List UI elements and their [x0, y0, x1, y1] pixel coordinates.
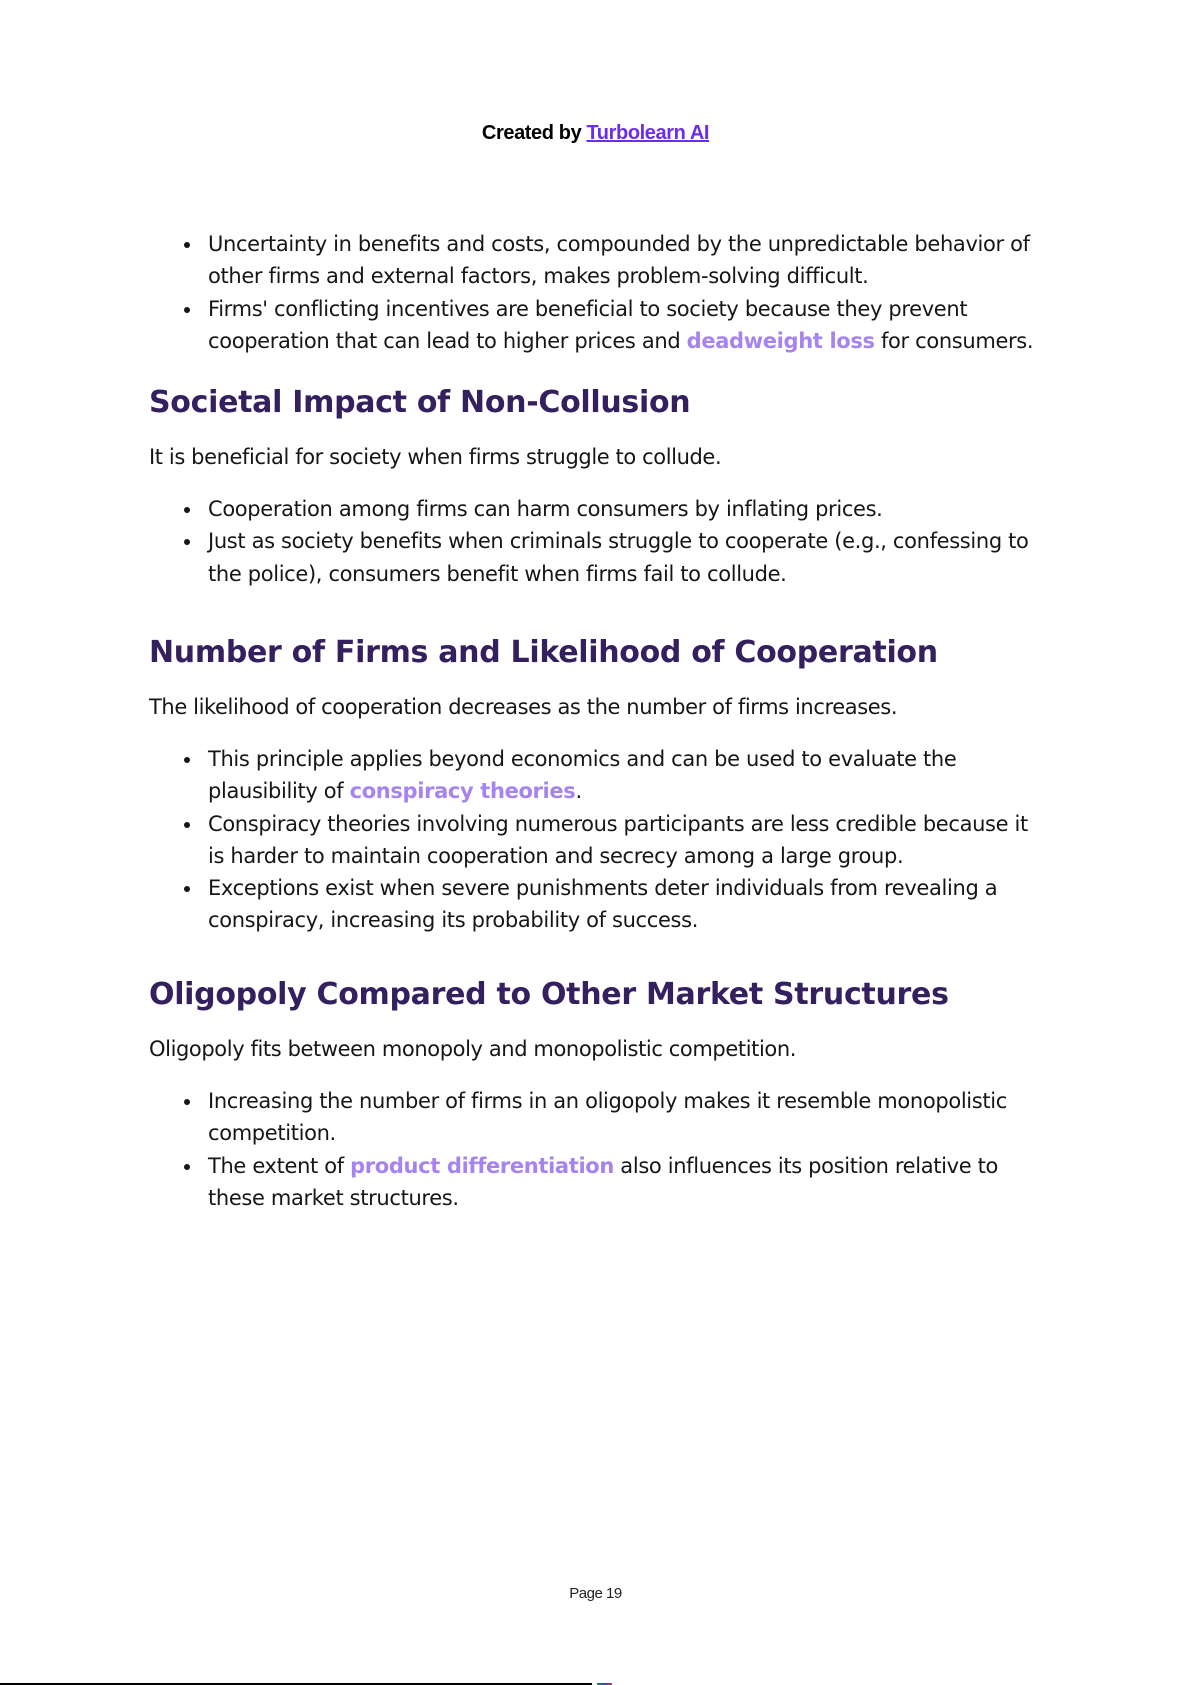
list-item: Uncertainty in benefits and costs, compounded by the unpredictable behavior of other firms and external factors, makes problem-solving difficult.: [149, 228, 1049, 293]
list-item: The extent of product differentiation also influences its position relative to these market structures.: [149, 1150, 1049, 1215]
section-lead: The likelihood of cooperation decreases as the number of firms increases.: [149, 695, 898, 719]
term-product-differentiation[interactable]: product differentiation: [350, 1153, 614, 1178]
list-item: This principle applies beyond economics and can be used to evaluate the plausibility of conspiracy theories.: [149, 743, 1049, 808]
section-bullet-list: [149, 743, 1049, 937]
section-bullet-list: [149, 1085, 1049, 1214]
list-item: Cooperation among firms can harm consumers by inflating prices.: [149, 493, 1049, 525]
page-number: Page 19: [569, 1585, 622, 1602]
section-heading: Oligopoly Compared to Other Market Structures: [149, 977, 949, 1012]
section-bullet-list: [149, 493, 1049, 590]
list-item: Conspiracy theories involving numerous participants are less credible because it is harder to maintain cooperation and secrecy among a large group.: [149, 808, 1049, 873]
page-header: [0, 122, 1191, 145]
term-conspiracy-theories[interactable]: conspiracy theories: [349, 779, 576, 804]
list-item: Firms' conflicting incentives are beneficial to society because they prevent cooperation that can lead to higher prices and deadweight loss for consumers.: [149, 293, 1049, 358]
turbolearn-link[interactable]: Turbolearn AI: [586, 122, 710, 144]
section-heading: Societal Impact of Non-Collusion: [149, 385, 691, 420]
section-lead: It is beneficial for society when firms struggle to collude.: [149, 445, 722, 469]
list-item: Just as society benefits when criminals struggle to cooperate (e.g., confessing to the police), consumers benefit when firms fail to collude.: [149, 525, 1049, 590]
term-deadweight-loss[interactable]: deadweight loss: [686, 328, 875, 353]
list-item: Increasing the number of firms in an oligopoly makes it resemble monopolistic competition.: [149, 1085, 1049, 1150]
list-item: Exceptions exist when severe punishments deter individuals from revealing a conspiracy, increasing its probability of success.: [149, 872, 1049, 937]
section-heading: Number of Firms and Likelihood of Cooperation: [149, 635, 938, 670]
section-lead: Oligopoly fits between monopoly and monopolistic competition.: [149, 1037, 797, 1061]
created-by-label: Created by: [481, 122, 582, 144]
intro-bullet-list: [149, 228, 1049, 357]
